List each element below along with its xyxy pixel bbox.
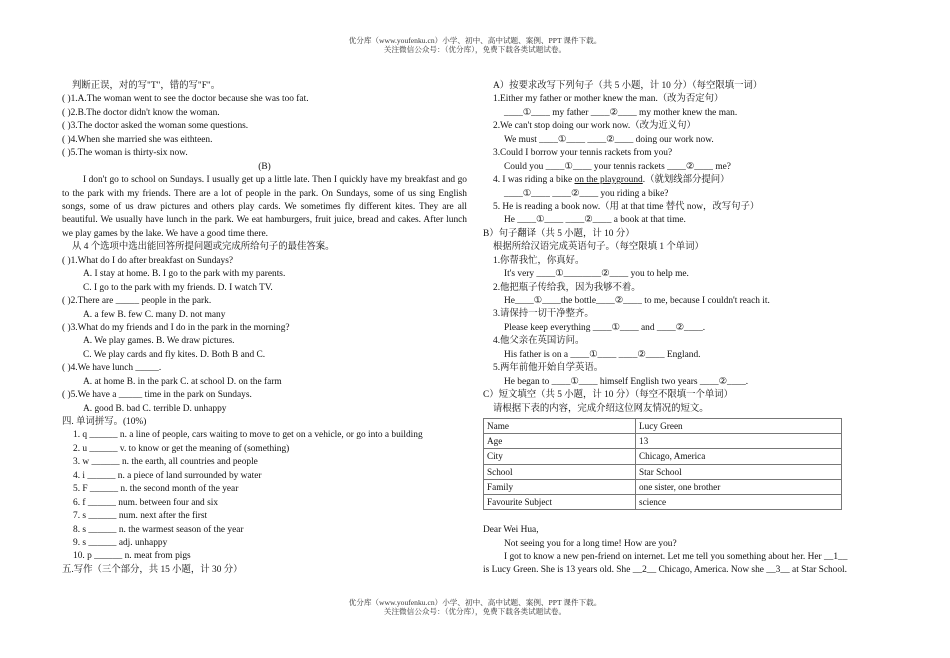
page-footer (0, 598, 950, 616)
table-key: City (484, 449, 636, 464)
mc-options: A. good B. bad C. terrible D. unhappy (83, 403, 227, 414)
page-header (0, 36, 950, 54)
spelling-item: 7. s ______ num. next after the first (73, 511, 208, 522)
mc-options: A. a few B. few C. many D. not many (83, 309, 226, 320)
translation-english: He____①____the bottle____②____ to me, because I couldn't reach it. (504, 296, 770, 306)
translation-chinese: 4.他父亲在英国访问。 (493, 336, 585, 347)
spelling-item: 4. i ______ n. a piece of land surrounded by water (73, 470, 262, 481)
mc-question: ( )5.We have a _____ time in the park on Sundays. (62, 390, 252, 401)
table-value: Star School (636, 464, 842, 479)
header-line-1: 优分库（www.youfenku.cn）小学、初中、高中试题、案例、PPT 课件下载。 (348, 36, 602, 45)
footer-line-1: 优分库（www.youfenku.cn）小学、初中、高中试题、案例、PPT 课件下载。 (348, 598, 602, 607)
translation-chinese: 2.他把瓶子传给我，因为我够不着。 (493, 282, 641, 293)
table-value: one sister, one brother (636, 479, 842, 494)
tf-item: ( )2.B.The doctor didn't know the woman. (62, 107, 220, 118)
translation-english: Please keep everything ____①____ and ____②____. (504, 322, 706, 333)
table-key: School (484, 464, 636, 479)
translation-english: His father is on a ____①____ ____②____ England. (504, 349, 701, 360)
underlined-phrase: on the playground (574, 175, 643, 186)
right-column (483, 80, 893, 578)
spelling-item: 10. p ______ n. meat from pigs (73, 551, 191, 562)
table-row (484, 479, 842, 494)
spelling-item: 2. u ______ v. to know or get the meaning of (something) (73, 443, 290, 454)
table-key: Family (484, 479, 636, 494)
translation-chinese: 3.请保持一切干净整齐。 (493, 309, 594, 320)
rewrite-prompt: 2.We can't stop doing our work now.（改为近义句） (493, 121, 696, 132)
info-table (483, 418, 842, 510)
tf-item: ( )5.The woman is thirty-six now. (62, 148, 188, 159)
table-row (484, 464, 842, 479)
mc-question: ( )3.What do my friends and I do in the park in the morning? (62, 322, 290, 333)
table-key: Favourite Subject (484, 494, 636, 509)
spelling-item: 1. q ______ n. a line of people, cars waiting to move to get on a vehicle, or go into a building (73, 430, 423, 441)
spelling-item: 9. s ______ adj. unhappy (73, 537, 168, 548)
letter-line: is Lucy Green. She is 13 years old. She __2__ Chicago, America. Now she __3__ at Star School. (483, 565, 847, 576)
mc-options: C. We play cards and fly kites. D. Both B and C. (83, 349, 266, 360)
table-row (484, 494, 842, 509)
spelling-item: 3. w ______ n. the earth, all countries and people (73, 457, 258, 468)
tf-instruction: 判断正误，对的写"T"，错的写"F"。 (72, 81, 221, 91)
letter-greeting: Dear Wei Hua, (483, 525, 539, 536)
left-column (62, 80, 467, 577)
spelling-title: 四. 单词拼写。(10%) (62, 417, 147, 428)
mc-options: A. at home B. in the park C. at school D. on the farm (83, 376, 282, 387)
spelling-item: 5. F ______ n. the second month of the year (73, 484, 239, 495)
table-row (484, 434, 842, 449)
translation-instruction: 根据所给汉语完成英语句子。（每空限填 1 个单词） (493, 242, 704, 253)
table-value: Lucy Green (636, 418, 842, 433)
mc-options: A. I stay at home. B. I go to the park with my parents. (83, 269, 286, 280)
letter-blank-1: Her __1__ (807, 551, 848, 562)
mc-question: ( )1.What do I do after breakfast on Sundays? (62, 255, 234, 266)
tf-item: ( )1.A.The woman went to see the doctor because she was too fat. (62, 94, 309, 105)
mc-question: ( )4.We have lunch _____. (62, 363, 162, 374)
rewrite-title: A）按要求改写下列句子（共 5 小题，计 10 分）（每空限填一词） (493, 81, 763, 91)
rewrite-answer: Could you ____①____ your tennis rackets ____②____ me? (504, 161, 731, 172)
passage-b-label: (B) (258, 161, 271, 172)
table-key: Age (484, 434, 636, 449)
table-key: Name (484, 418, 636, 433)
table-value: Chicago, America (636, 449, 842, 464)
mc-options: C. I go to the park with my friends. D. I watch TV. (83, 282, 273, 293)
rewrite-answer: He ____①____ ____②____ a book at that time. (504, 215, 686, 226)
writing-title: 五.写作（三个部分，共 15 小题，计 30 分） (62, 564, 243, 575)
translation-chinese: 1.你帮我忙，你真好。 (493, 255, 585, 266)
rewrite-prompt: 1.Either my father or mother knew the man.（改为否定句） (493, 94, 724, 105)
spelling-item: 8. s ______ n. the warmest season of the year (73, 524, 244, 535)
translation-english: It's very ____①________②____ you to help me. (504, 269, 689, 280)
translation-title: B）句子翻译（共 5 小题，计 10 分） (483, 228, 635, 239)
header-line-2: 关注微信公众号：（优分库），免费下载各类试题试卷。 (383, 45, 567, 54)
cloze-title: C）短文填空（共 5 小题，计 10 分）（每空不限填一个单词） (483, 390, 733, 401)
table-row (484, 449, 842, 464)
rewrite-prompt-text: 4. I was riding a bike (493, 175, 575, 186)
letter-line: Not seeing you for a long time! How are you? (504, 538, 677, 549)
letter-line (483, 551, 893, 564)
table-value: 13 (636, 434, 842, 449)
rewrite-prompt: 5. He is reading a book now.（用 at that time 替代 now，改写句子） (493, 201, 760, 212)
tf-item: ( )4.When she married she was eithteen. (62, 134, 213, 145)
rewrite-prompt: 3.Could I borrow your tennis rackets from you? (493, 148, 673, 159)
cloze-instruction: 请根据下表的内容，完成介绍这位网友情况的短文。 (493, 403, 709, 414)
translation-chinese: 5.两年前他开始自学英语。 (493, 363, 604, 374)
translation-english: He began to ____①____ himself English two years ____②____. (504, 376, 749, 387)
footer-line-2: 关注微信公众号：（优分库），免费下载各类试题试卷。 (383, 607, 567, 616)
passage-b-text: I don't go to school on Sundays. I usually get up a little late. Then I quickly have my breakfast and go to the park with my friends. There are a lot of people in the park. On Sundays, some of us sing English songs, some of us draw pictures and others play cards. We sometimes fly different kites. They are all beautiful. We usually have lunch in the park. We eat hamburgers, fruit juice, bread and cakes. After lunch we play games by the lake. We have a good time there. (62, 175, 467, 239)
tf-item: ( )3.The doctor asked the woman some questions. (62, 121, 249, 132)
rewrite-answer: We must ____①____ ____②____ doing our work now. (504, 134, 714, 145)
rewrite-answer: ____①____ my father ____②____ my mother knew the man. (504, 107, 738, 118)
mc-instruction: 从 4 个选项中选出能回答所提问题或完成所给句子的最佳答案。 (72, 242, 335, 253)
rewrite-answer: ____①____ ____②____ you riding a bike? (504, 188, 669, 199)
table-value: science (636, 494, 842, 509)
mc-question: ( )2.There are _____ people in the park. (62, 296, 212, 307)
mc-options: A. We play games. B. We draw pictures. (83, 336, 235, 347)
spelling-item: 6. f ______ num. between four and six (73, 497, 219, 508)
rewrite-prompt (483, 174, 893, 187)
letter-line-text: I got to know a new pen-friend on internet. Let me tell you something about her. (504, 551, 806, 562)
table-row (484, 418, 842, 433)
rewrite-prompt-note: .（就划线部分提问） (642, 175, 730, 186)
